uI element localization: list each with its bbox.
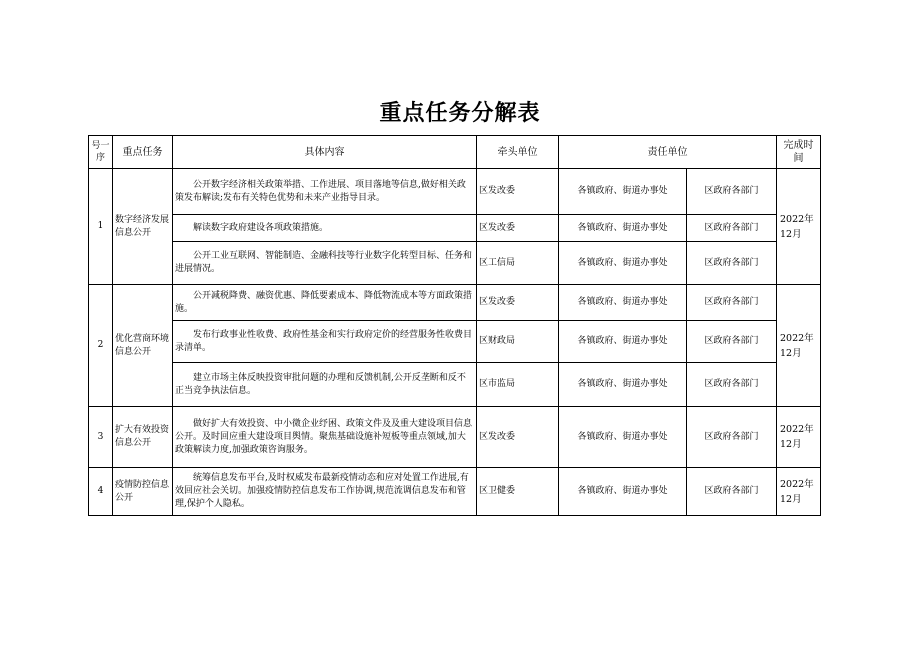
deadline: 2022年12月 (777, 407, 821, 468)
row-number: 1 (89, 169, 113, 285)
table-row (89, 169, 821, 215)
task-name: 数字经济发展信息公开 (113, 169, 173, 285)
task-table (88, 135, 821, 516)
resp-unit-towns: 各镇政府、街道办事处 (559, 363, 687, 407)
resp-unit-towns: 各镇政府、街道办事处 (559, 215, 687, 242)
header-seq: 号一序 (89, 136, 113, 169)
header-row (89, 136, 821, 169)
content-cell: 公开减税降费、融资优惠、降低要素成本、降低物流成本等方面政策措施。 (173, 285, 477, 321)
content-cell: 公开数字经济相关政策举措、工作进展、项目落地等信息,做好相关政策发布解读;发布有关特色优势和未来产业指导目录。 (173, 169, 477, 215)
resp-unit-depts: 区政府各部门 (687, 321, 777, 363)
content-cell: 建立市场主体反映投资审批问题的办理和反馈机制,公开反垄断和反不正当竞争执法信息。 (173, 363, 477, 407)
header-resp: 责任单位 (559, 136, 777, 169)
deadline: 2022年12月 (777, 468, 821, 516)
resp-unit-towns: 各镇政府、街道办事处 (559, 285, 687, 321)
resp-unit-depts: 区政府各部门 (687, 169, 777, 215)
table-row (89, 285, 821, 321)
lead-unit: 区工信局 (477, 242, 559, 285)
content-cell: 统筹信息发布平台,及时权威发布最新疫情动态和应对处置工作进展,有效回应社会关切。加强疫情防控信息发布工作协调,规范流调信息发布和管理,保护个人隐私。 (173, 468, 477, 516)
deadline: 2022年12月 (777, 169, 821, 285)
resp-unit-towns: 各镇政府、街道办事处 (559, 242, 687, 285)
header-content: 具体内容 (173, 136, 477, 169)
lead-unit: 区市监局 (477, 363, 559, 407)
lead-unit: 区发改委 (477, 285, 559, 321)
row-number: 2 (89, 285, 113, 407)
row-number: 4 (89, 468, 113, 516)
resp-unit-depts: 区政府各部门 (687, 215, 777, 242)
resp-unit-towns: 各镇政府、街道办事处 (559, 407, 687, 468)
lead-unit: 区卫健委 (477, 468, 559, 516)
resp-unit-depts: 区政府各部门 (687, 407, 777, 468)
lead-unit: 区发改委 (477, 215, 559, 242)
task-name: 疫情防控信息公开 (113, 468, 173, 516)
resp-unit-towns: 各镇政府、街道办事处 (559, 321, 687, 363)
table-row (89, 242, 821, 285)
header-lead: 牵头单位 (477, 136, 559, 169)
resp-unit-depts: 区政府各部门 (687, 363, 777, 407)
lead-unit: 区财政局 (477, 321, 559, 363)
task-name: 扩大有效投资信息公开 (113, 407, 173, 468)
header-deadline: 完成时间 (777, 136, 821, 169)
content-cell: 发布行政事业性收费、政府性基金和实行政府定价的经营服务性收费目录清单。 (173, 321, 477, 363)
table-row (89, 363, 821, 407)
resp-unit-depts: 区政府各部门 (687, 285, 777, 321)
table-row (89, 407, 821, 468)
content-cell: 解读数字政府建设各项政策措施。 (173, 215, 477, 242)
resp-unit-towns: 各镇政府、街道办事处 (559, 169, 687, 215)
row-number: 3 (89, 407, 113, 468)
table-row (89, 321, 821, 363)
resp-unit-depts: 区政府各部门 (687, 468, 777, 516)
task-name: 优化营商环境信息公开 (113, 285, 173, 407)
lead-unit: 区发改委 (477, 169, 559, 215)
content-cell: 做好扩大有效投资、中小微企业纾困、政策文件及及重大建设项目信息公开。及时回应重大建设项目舆情。聚焦基础设施补短板等重点领域,加大政策解读力度,加强政策咨询服务。 (173, 407, 477, 468)
content-cell: 公开工业互联网、智能制造、金融科技等行业数字化转型目标、任务和进展情况。 (173, 242, 477, 285)
table-row (89, 215, 821, 242)
header-task: 重点任务 (113, 136, 173, 169)
deadline: 2022年12月 (777, 285, 821, 407)
page-title: 重点任务分解表 (379, 101, 541, 126)
resp-unit-towns: 各镇政府、街道办事处 (559, 468, 687, 516)
table-row (89, 468, 821, 516)
lead-unit: 区发改委 (477, 407, 559, 468)
resp-unit-depts: 区政府各部门 (687, 242, 777, 285)
